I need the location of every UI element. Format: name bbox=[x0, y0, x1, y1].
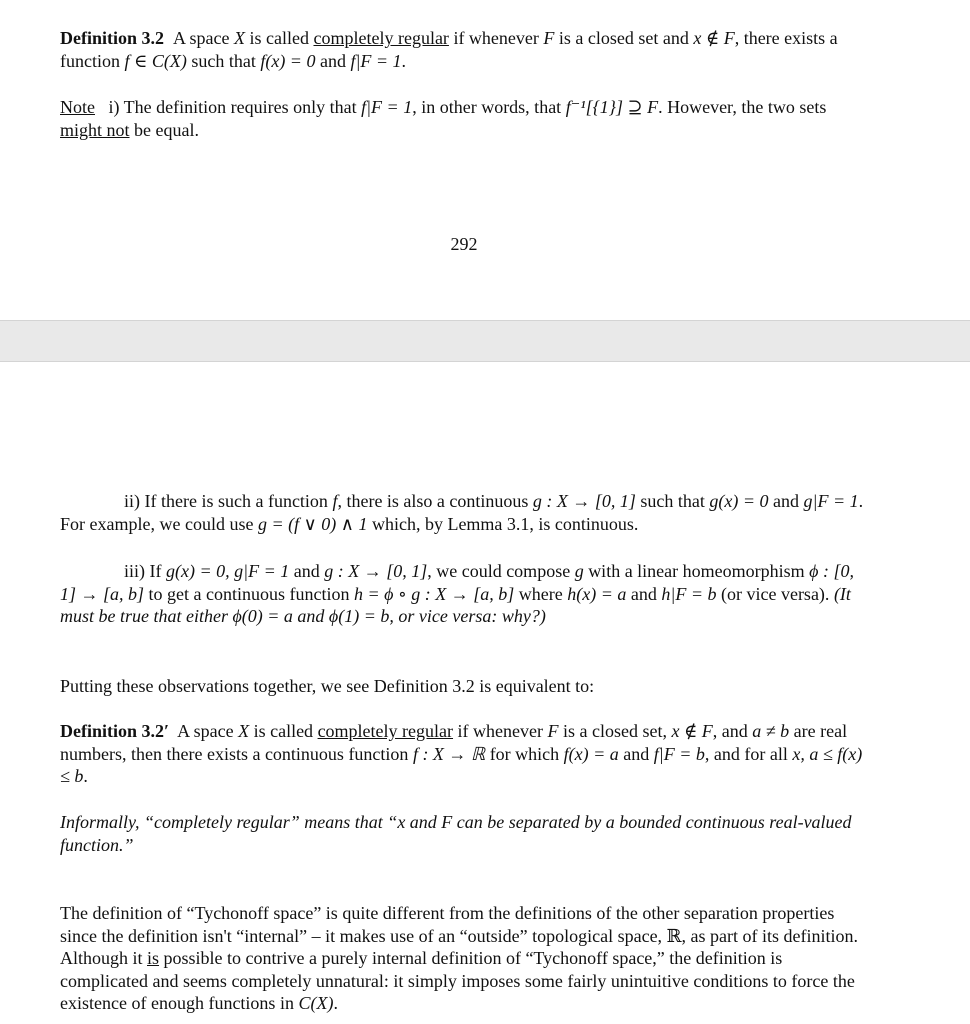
tychonoff-paragraph: The definition of “Tychonoff space” is quite different from the definitions of the other separation properties since the definition isn't “internal” – it makes use of an “outside” topological space, ℝ, as part of its definition. Although it is possible to contrive a purely internal definition of “Tychonoff space,” the definition is complicated and seems completely unnatural: it simply imposes some fairly unintuitive conditions to force the existence of enough functions in C(X). bbox=[60, 903, 858, 1013]
informal-remark: Informally, “completely regular” means that “x and F can be separated by a bounded continuous real-valued function.” bbox=[60, 812, 852, 855]
putting-paragraph: Putting these observations together, we see Definition 3.2 is equivalent to: bbox=[60, 676, 595, 696]
paragraph-ii: ii) If there is such a function f, there is also a continuous g : X → [0, 1] such that g(x) = 0 and g|F = 1. For example, we could use g = (f ∨ 0) ∧ 1 which, by Lemma 3.1, is continuous. bbox=[60, 491, 864, 534]
italic-remark: (It must be true that either ϕ(0) = a and ϕ(1) = b, or vice versa: why?) bbox=[60, 583, 851, 626]
defined-term: completely regular bbox=[313, 28, 449, 48]
definition-3-2-prime: Definition 3.2′ A space X is called completely regular if whenever F is a closed set, x ∉ F, and a ≠ b are real numbers, then there exists a continuous function f : X → ℝ for which f(x) = a and f|F = b, and for all x, a ≤ f(x) ≤ b. bbox=[60, 721, 863, 786]
note-label: Note bbox=[60, 97, 95, 117]
definition-3-2: Definition 3.2 A space X is called completely regular if whenever F is a closed set and x ∉ F, there exists a function f ∈ C(X) such that f(x) = 0 and f|F = 1. bbox=[60, 28, 838, 71]
defined-term: completely regular bbox=[317, 721, 454, 741]
page-292 bbox=[0, 0, 970, 320]
definition-heading: Definition 3.2 bbox=[60, 28, 165, 48]
page-separator bbox=[0, 320, 970, 362]
page-293 bbox=[0, 362, 970, 1024]
note-paragraph: Note i) The definition requires only that f|F = 1, in other words, that f⁻¹[{1}] ⊇ F. However, the two sets might not be equal. bbox=[60, 97, 827, 140]
paragraph-iii: iii) If g(x) = 0, g|F = 1 and g : X → [0, 1], we could compose g with a linear homeomorphism ϕ : [0, 1] → [a, b] to get a continuous function h = ϕ ∘ g : X → [a, b] where h(x) = a and h|F = b (or vice versa). (It must be true that either ϕ(0) = a and ϕ(1) = b, or vice versa: why?) bbox=[60, 561, 854, 626]
page-number: 292 bbox=[450, 234, 478, 254]
definition-heading: Definition 3.2′ bbox=[60, 721, 170, 741]
